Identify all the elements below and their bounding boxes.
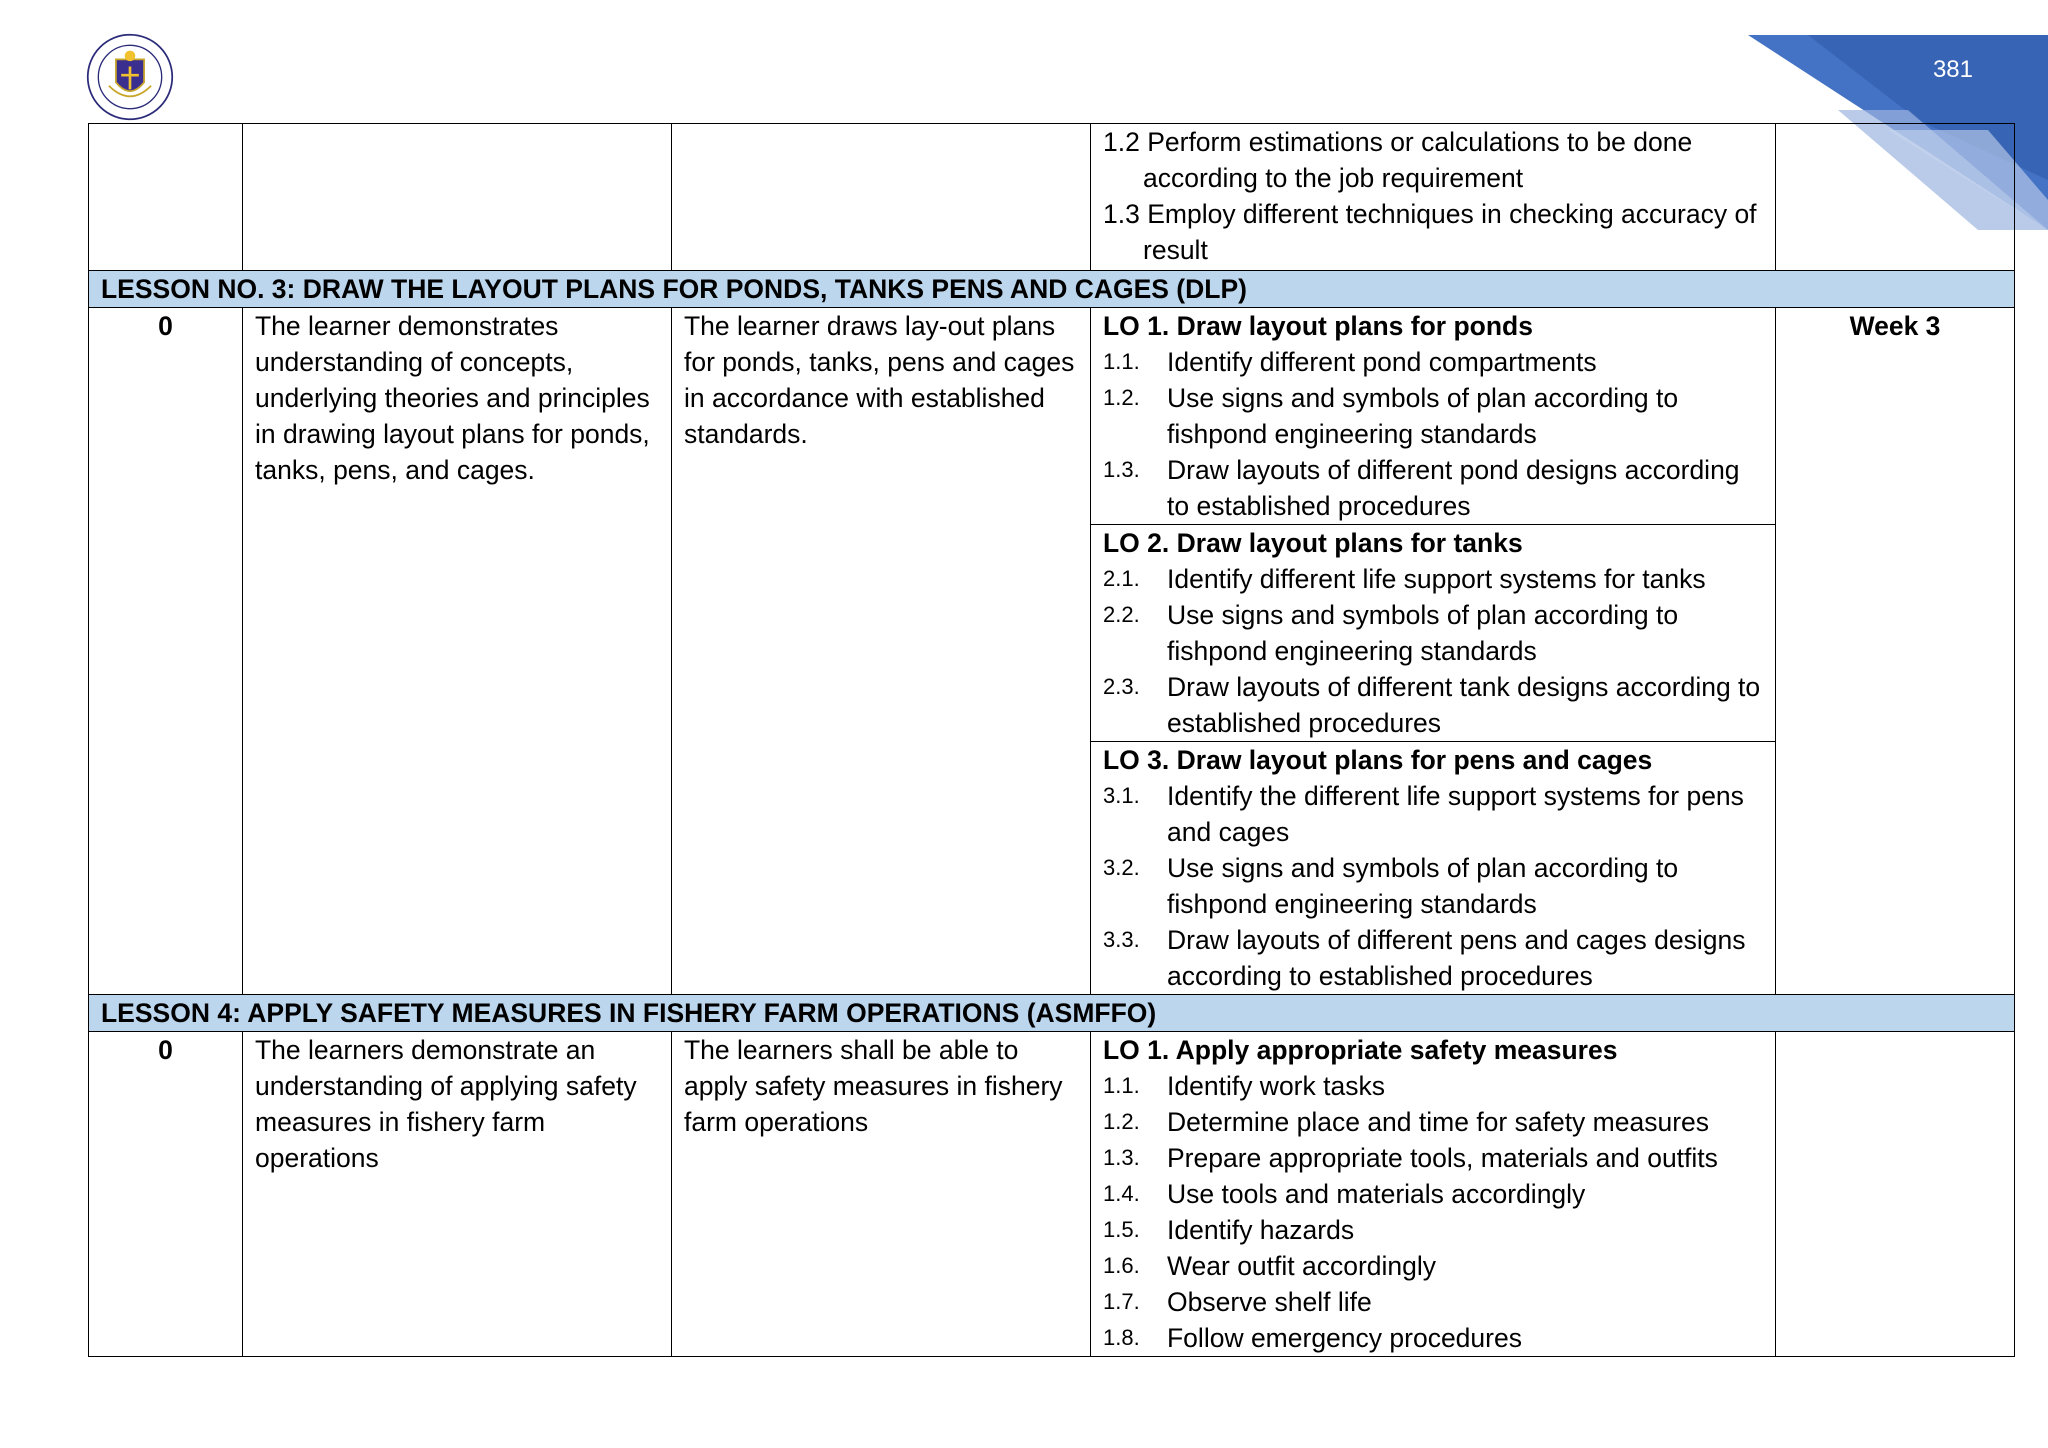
item-text: Use tools and materials accordingly: [1167, 1179, 1586, 1209]
code-cell: [89, 124, 243, 271]
item-text: Determine place and time for safety measures: [1167, 1107, 1710, 1137]
content-standard-cell: The learners demonstrate an understanding of applying safety measures in fishery farm operations: [243, 1032, 672, 1357]
list-item: [1103, 452, 1763, 524]
performance-standard-cell: The learners shall be able to apply safety measures in fishery farm operations: [672, 1032, 1091, 1357]
learning-competency-cell: [1091, 742, 1776, 995]
item-number: 2.3.: [1103, 674, 1140, 699]
item-text: Use signs and symbols of plan according to fishpond engineering standards: [1167, 600, 1679, 666]
item-number: 1.1.: [1103, 1073, 1140, 1098]
item-text: Follow emergency procedures: [1167, 1323, 1522, 1353]
learning-competency-cell: [1091, 124, 1776, 271]
item-text: Identify hazards: [1167, 1215, 1355, 1245]
item-text: Use signs and symbols of plan according to fishpond engineering standards: [1167, 383, 1679, 449]
performance-standard-cell: The learner draws lay-out plans for ponds, tanks, pens and cages in accordance with established standards.: [672, 308, 1091, 995]
list-item: 1.2 Perform estimations or calculations to be done according to the job requirement: [1103, 127, 1693, 193]
item-text: Identify different pond compartments: [1167, 347, 1597, 377]
code-cell: 0: [89, 308, 243, 995]
list-item: [1103, 1248, 1763, 1284]
curriculum-table: [88, 123, 2015, 1357]
lesson-header-row: [89, 995, 2015, 1032]
lo-title: LO 1. Apply appropriate safety measures: [1103, 1035, 1618, 1065]
lesson-title: LESSON NO. 3: DRAW THE LAYOUT PLANS FOR PONDS, TANKS PENS AND CAGES (DLP): [89, 271, 2015, 308]
item-number: 3.1.: [1103, 783, 1140, 808]
item-text: Identify different life support systems for tanks: [1167, 564, 1706, 594]
item-text: Draw layouts of different pens and cages designs according to established procedures: [1167, 925, 1746, 991]
item-number: 1.3.: [1103, 1145, 1140, 1170]
list-item: [1103, 778, 1763, 850]
list-item: [1103, 922, 1763, 994]
page-number: 381: [1932, 56, 1973, 83]
learning-competency-cell: [1091, 1032, 1776, 1357]
list-item: [1103, 597, 1763, 669]
item-number: 3.3.: [1103, 927, 1140, 952]
performance-standard-cell: [672, 124, 1091, 271]
item-text: Observe shelf life: [1167, 1287, 1372, 1317]
content-standard-cell: The learner demonstrates understanding of concepts, underlying theories and principles in drawing layout plans for ponds, tanks, pens, and cages.: [243, 308, 672, 995]
item-number: 2.1.: [1103, 566, 1140, 591]
item-number: 1.7.: [1103, 1289, 1140, 1314]
list-item: [1103, 1140, 1763, 1176]
list-item: [1103, 850, 1763, 922]
item-number: 1.2.: [1103, 1109, 1140, 1134]
list-item: [1103, 1176, 1763, 1212]
item-number: 1.1.: [1103, 349, 1140, 374]
item-text: Draw layouts of different pond designs according to established procedures: [1167, 455, 1740, 521]
item-number: 1.8.: [1103, 1325, 1140, 1350]
list-item: [1103, 344, 1763, 380]
lo-title: LO 2. Draw layout plans for tanks: [1103, 528, 1523, 558]
deped-seal-logo: [86, 33, 174, 121]
content-standard-cell: [243, 124, 672, 271]
lo-title: LO 1. Draw layout plans for ponds: [1103, 311, 1533, 341]
list-item: [1103, 1320, 1763, 1356]
item-text: Identify work tasks: [1167, 1071, 1385, 1101]
item-number: 1.5.: [1103, 1217, 1140, 1242]
lesson-header-row: [89, 271, 2015, 308]
duration-cell: Week 3: [1776, 308, 2015, 995]
table-row: [89, 1032, 2015, 1357]
duration-cell: [1776, 124, 2015, 271]
code-cell: 0: [89, 1032, 243, 1357]
item-text: Use signs and symbols of plan according to fishpond engineering standards: [1167, 853, 1679, 919]
list-item: [1103, 561, 1763, 597]
item-number: 2.2.: [1103, 602, 1140, 627]
item-text: Prepare appropriate tools, materials and outfits: [1167, 1143, 1718, 1173]
list-item: [1103, 380, 1763, 452]
list-item: 1.3 Employ different techniques in checking accuracy of result: [1103, 199, 1757, 265]
item-text: Wear outfit accordingly: [1167, 1251, 1437, 1281]
table-row: [89, 308, 2015, 525]
item-text: Identify the different life support systems for pens and cages: [1167, 781, 1744, 847]
table-row: [89, 124, 2015, 271]
list-item: [1103, 1068, 1763, 1104]
item-number: 1.6.: [1103, 1253, 1140, 1278]
learning-competency-cell: [1091, 525, 1776, 742]
list-item: [1103, 1104, 1763, 1140]
item-text: Draw layouts of different tank designs according to established procedures: [1167, 672, 1761, 738]
item-number: 1.3.: [1103, 457, 1140, 482]
lo-title: LO 3. Draw layout plans for pens and cages: [1103, 745, 1653, 775]
item-number: 3.2.: [1103, 855, 1140, 880]
duration-cell: [1776, 1032, 2015, 1357]
item-number: 1.4.: [1103, 1181, 1140, 1206]
lesson-title: LESSON 4: APPLY SAFETY MEASURES IN FISHERY FARM OPERATIONS (ASMFFO): [89, 995, 2015, 1032]
list-item: [1103, 1212, 1763, 1248]
list-item: [1103, 1284, 1763, 1320]
learning-competency-cell: [1091, 308, 1776, 525]
list-item: [1103, 669, 1763, 741]
item-number: 1.2.: [1103, 385, 1140, 410]
